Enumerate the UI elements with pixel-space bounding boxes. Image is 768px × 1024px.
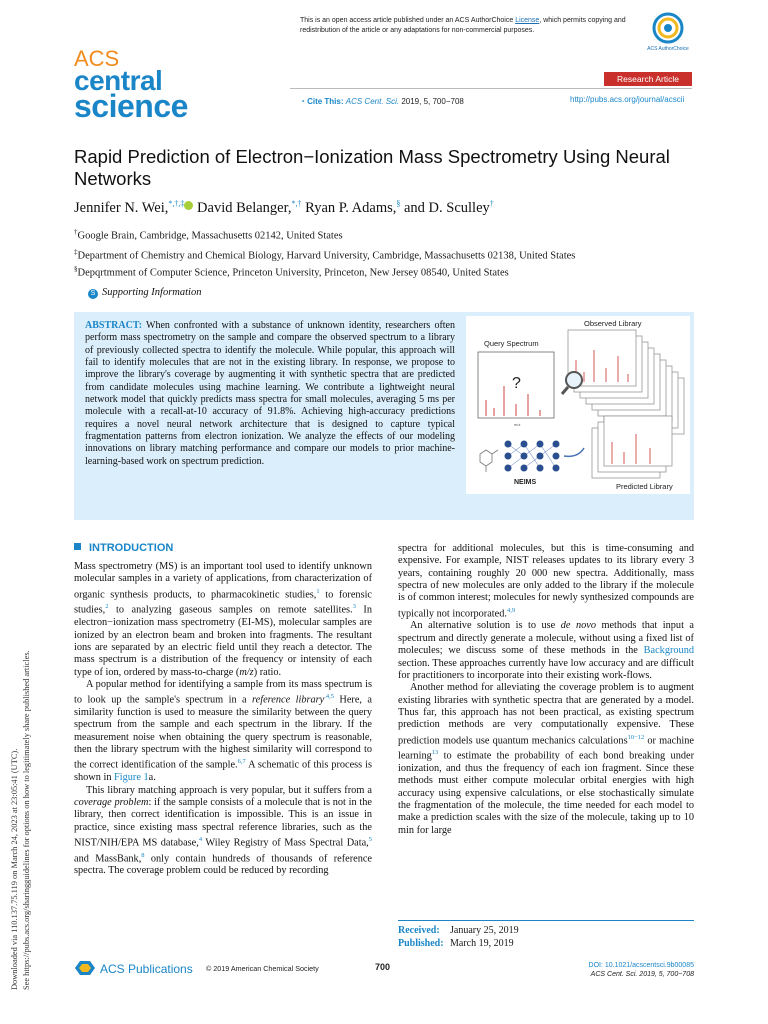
citation-2[interactable]: 2 — [105, 603, 109, 611]
orcid-icon[interactable] — [184, 201, 193, 210]
author-sculley[interactable]: and D. Sculley — [404, 199, 490, 216]
journal-url[interactable]: http://pubs.acs.org/journal/acscii — [570, 95, 685, 104]
author-belanger-marks: *,† — [291, 199, 302, 208]
author-list — [74, 199, 494, 217]
affiliation-1-mark: † — [74, 228, 78, 236]
abstract — [85, 320, 455, 468]
background-link[interactable]: Background — [643, 645, 694, 657]
received-label: Received: — [398, 925, 440, 936]
toc-graphic — [466, 316, 690, 494]
citation-4-9[interactable]: 4,9 — [506, 606, 516, 614]
open-access-note-pre: This is an open access article published under an ACS AuthorChoice — [300, 17, 516, 24]
author-sculley-marks: † — [489, 199, 494, 208]
acs-publications-logo[interactable] — [74, 960, 193, 976]
figure-1-link[interactable]: Figure 1 — [114, 772, 149, 784]
citation-8[interactable]: 8 — [141, 851, 145, 859]
intro-p1-mz: m/z — [239, 666, 254, 678]
abstract-body: When confronted with a substance of unknown identity, researchers often perform mass spectrometry on the sample and compare the observed spectrum to a library of previously collected spectra to identify the molecule. While popular, this approach will fail to identify molecules that are not in the existing library. In response, we propose to improve the library's coverage by augmenting it with synthetic spectra that are predicted from candidate molecules using machine learning. We contribute a lightweight neural network model that quickly predicts mass spectra for small molecules, averaging 5 ms per molecule with a recall-at-10 accuracy of 91.8%. Achieving high-accuracy predictions requires a novel neural network architecture that is designed to capture typical fragmentation patterns from electron ionization. We analyze the effects of our modeling innovations on library matching performance and compare our models to prior machine-learning-based work on spectrum prediction. — [85, 320, 455, 467]
citation-5b[interactable]: 5 — [368, 835, 372, 843]
intro-p6-c: to estimate the probability of each bond breaking under ionization, and thus the frequency of each ion fragment. Since these methods must either compute molecular orbital energies with high accuracy using expensive calculations, or else stochastically simulate the fragmentation of the molecule, the time needed for each model to make a prediction scales with the size of the molecule, taking up to 10 min for large — [398, 750, 694, 836]
intro-p6-b: or machine learning — [398, 735, 694, 762]
neims-network — [508, 444, 556, 468]
intro-p3-italic: coverage problem — [74, 796, 149, 808]
intro-p2-d: a. — [148, 772, 156, 784]
authorchoice-badge[interactable] — [646, 12, 690, 58]
citation-13[interactable]: 13 — [431, 749, 439, 757]
molecule-sketch — [480, 450, 498, 472]
authorchoice-label: ACS AuthorChoice — [647, 46, 689, 52]
doi-link[interactable]: DOI: 10.1021/acscentsci.9b00085 — [588, 962, 694, 969]
column-left — [74, 561, 372, 878]
publisher-name: ACS Publications — [100, 962, 193, 976]
cite-icon: ◔ — [300, 97, 308, 106]
authorchoice-icon — [646, 12, 690, 46]
supporting-info-label: Supporting Information — [102, 287, 202, 298]
intro-p1-e: ) ratio. — [253, 666, 282, 678]
affiliation-1-text: Google Brain, Cambridge, Massachusetts 02142, United States — [77, 230, 343, 242]
header-divider — [290, 88, 692, 89]
open-access-note — [300, 16, 640, 35]
download-note-line2: See https://pubs.acs.org/sharingguidelines for options on how to legitimately share published articles. — [22, 650, 31, 990]
author-wei[interactable]: Jennifer N. Wei, — [74, 199, 169, 216]
introduction-heading — [74, 542, 173, 554]
intro-p2-b: Here, a similarity function is used to measure the similarity between the query spectrum from the sample and each spectrum in the library. If the measurement noise when obtaining the query spectrum is reasonable, then the library spectrum with the highest similarity will correspond to the correct identification of the sample. — [74, 694, 372, 771]
intro-p3-a: This library matching approach is very popular, but it suffers from a — [86, 784, 372, 796]
doi-block — [548, 961, 694, 979]
author-belanger[interactable]: David Belanger, — [197, 199, 292, 216]
affiliation-2-text: Department of Chemistry and Chemical Biology, Harvard University, Cambridge, Massachusetts 02138, United States — [77, 250, 576, 262]
intro-p2-c: A schematic of this process is shown in — [74, 759, 372, 784]
citation-6-7[interactable]: 6,7 — [237, 758, 246, 766]
intro-paragraph-1 — [74, 561, 372, 679]
intro-paragraph-6 — [398, 682, 694, 837]
intro-p3-c: Wiley Registry of Mass Spectral Data, — [202, 837, 369, 849]
supporting-info-icon: S — [88, 289, 98, 299]
page-number: 700 — [375, 962, 391, 972]
author-wei-marks: *,†,‡ — [168, 199, 185, 208]
acs-hexagon-icon — [74, 960, 96, 976]
toc-query-spectrum: Query Spectrum — [484, 339, 539, 348]
intro-p1-c: to analyzing gaseous samples on remote satellites. — [108, 604, 353, 616]
intro-p1-d: In electron−ionization mass spectrometry (EI-MS), molecular samples are ionized by an electron beam and broken into fragments. The resultant ions are separated by an electric field until they reach a detector. The mass spectrum is a distribution of the frequency or intensity of each type of ion, ordered by mass-to-charge ( — [74, 604, 372, 678]
toc-predicted-library: Predicted Library — [616, 482, 673, 491]
logo-acs: ACS — [74, 46, 120, 71]
predicted-library-stack — [592, 416, 672, 478]
toc-observed-library: Observed Library — [584, 319, 642, 328]
intro-p5-italic: de novo — [560, 620, 596, 632]
published-date: March 19, 2019 — [450, 937, 514, 949]
published-row — [398, 938, 694, 951]
introduction-heading-text: INTRODUCTION — [89, 542, 174, 554]
affiliation-3 — [74, 263, 509, 280]
logo-science: science — [74, 87, 188, 124]
article-type-badge: Research Article — [604, 72, 692, 86]
toc-question-mark: ? — [512, 375, 521, 392]
author-adams-marks: § — [396, 199, 401, 208]
citation-3[interactable]: 3 — [352, 603, 356, 611]
neims-arrow — [564, 448, 584, 456]
citation-1[interactable]: 1 — [316, 587, 320, 595]
toc-axis-label: m/z — [514, 422, 521, 427]
intro-p6-a: Another method for alleviating the coverage problem is to augment existing libraries with synthetic spectra that are generated by a model. Thus far, this approach has not been practical, as existing spectrum prediction methods are very computationally expensive. These prediction models use quantum mechanics calculations — [398, 682, 694, 746]
citation-4-5[interactable]: .4,5 — [324, 693, 334, 701]
citation-10-12[interactable]: 10−12 — [627, 733, 645, 741]
copyright: © 2019 American Chemical Society — [206, 964, 319, 973]
section-marker — [74, 543, 81, 550]
column-right — [398, 543, 694, 837]
intro-paragraph-2 — [74, 679, 372, 785]
intro-p2-a: A popular method for identifying a sample from its mass spectrum is to look up the sample's spectrum in a — [74, 678, 372, 706]
intro-p5-a: An alternative solution is to use — [410, 620, 561, 632]
intro-paragraph-4 — [398, 543, 694, 620]
download-note — [4, 300, 42, 990]
cite-label: Cite This: — [307, 97, 344, 106]
intro-p5-c: section. These approaches currently have low accuracy and are difficult for practitioners to incorporate into their existing work-flows. — [398, 657, 694, 681]
cite-journal: ACS Cent. Sci. — [345, 97, 400, 106]
intro-p3-d: and MassBank, — [74, 853, 142, 865]
intro-p1-b: to forensic studies, — [74, 589, 373, 616]
affiliation-1 — [74, 226, 343, 243]
cite-ref: 2019, 5, 700−708 — [399, 97, 464, 106]
intro-p3-b: : if the sample consists of a molecule that is not in the library, then correct identification is impossible. This is an issue in practice, since existing mass spectral reference libraries, such as the NIST/NIH/EPA MS database, — [74, 796, 372, 849]
supporting-information-link[interactable] — [88, 287, 201, 299]
article-dates — [398, 920, 694, 950]
affiliation-3-mark: § — [74, 265, 78, 273]
cite-line[interactable] — [300, 97, 464, 106]
affiliation-2 — [74, 246, 575, 263]
received-row — [398, 925, 694, 938]
license-link[interactable]: License — [515, 17, 540, 24]
article-title: Rapid Prediction of Electron−Ionization Mass Spectrometry Using Neural Networks — [74, 146, 670, 189]
toc-graphic-svg — [466, 316, 690, 494]
affiliation-3-text: Depqrtmment of Computer Science, Princeton University, Princeton, New Jersey 08540, United States — [77, 267, 509, 279]
intro-p2-italic: reference library — [252, 694, 325, 706]
intro-paragraph-5 — [398, 620, 694, 682]
intro-p5-b: methods that input a spectrum and directly generate a molecule, without using a fixed list of molecules; we discuss some of these methods in the — [398, 620, 694, 657]
journal-logo — [74, 46, 188, 124]
abstract-heading: ABSTRACT: — [85, 320, 143, 331]
citation-4b[interactable]: 4 — [198, 835, 203, 843]
download-note-line1: Downloaded via 110.137.75.119 on March 24, 2023 at 23:05:41 (UTC). — [10, 748, 19, 990]
published-label: Published: — [398, 937, 444, 949]
toc-neims: NEIMS — [514, 479, 537, 486]
logo-central: central — [74, 64, 163, 96]
intro-paragraph-3 — [74, 785, 372, 878]
received-date: January 25, 2019 — [450, 925, 519, 936]
intro-p3-e: only contain hundreds of thousands of reference spectra. The coverage problem could be reduced by recording — [74, 853, 372, 877]
intro-p1-a: Mass spectrometry (MS) is an important tool used to identify unknown molecular samples in a variety of applications, from characterization of organic synthesis products, to pharmacokinetic studies, — [74, 561, 372, 601]
open-access-note-post: , which permits copying and redistribution of the article or any adaptations for non-commercial purposes. — [300, 17, 626, 34]
affiliation-2-mark: ‡ — [74, 248, 78, 256]
journal-reference — [548, 970, 694, 979]
journal-reference-text: ACS Cent. Sci. 2019, 5, 700−708 — [590, 971, 694, 978]
author-adams[interactable]: Ryan P. Adams, — [305, 199, 397, 216]
intro-p4-a: spectra for additional molecules, but this is time-consuming and expensive. For example, NIST releases updates to its library every 3 years, containing roughly 20 000 new spectra. Additionally, mass spectra of new molecules are only added to the library if the molecule is of common interest; molecules for newly synthesized compounds are typically not incorporated. — [398, 543, 694, 620]
